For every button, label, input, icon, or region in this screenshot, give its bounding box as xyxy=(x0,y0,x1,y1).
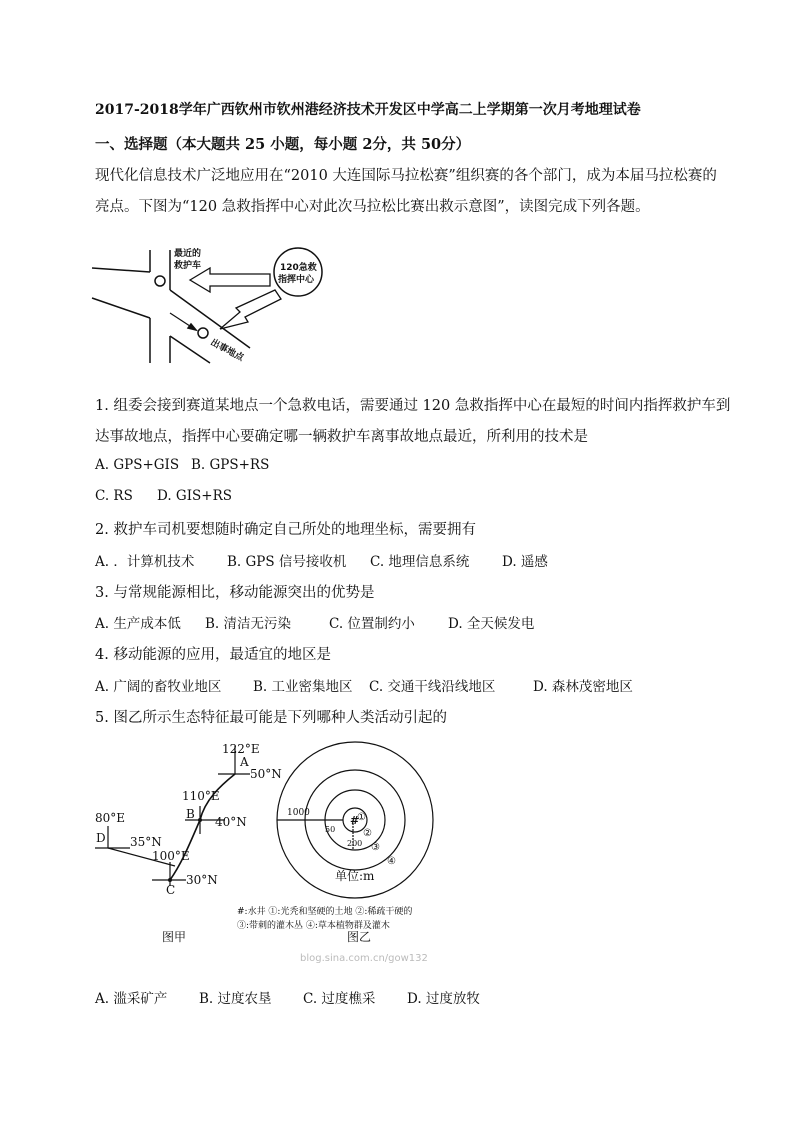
question-2-line-1: 2. 救护车司机要想随时确定自己所处的地理坐标，需要拥有 xyxy=(95,522,476,538)
question-1-options-row-1 xyxy=(95,457,269,473)
caption-jia: 图甲 xyxy=(162,930,187,944)
zone-3: ③ xyxy=(371,842,380,853)
option-2b[interactable]: B. GPS 信号接收机 xyxy=(227,554,347,570)
label-point-b: B xyxy=(186,807,195,821)
label-point-a: A xyxy=(240,755,249,769)
question-5-options xyxy=(95,987,480,1007)
option-1b[interactable]: B. GPS+RS xyxy=(191,457,270,473)
distance-1000: 1000 xyxy=(287,808,310,818)
center-label-2: 指挥中心 xyxy=(278,275,315,285)
dispatch-diagram xyxy=(90,238,340,368)
question-1-options-row-2 xyxy=(95,488,232,504)
option-2d[interactable]: D. 遥感 xyxy=(502,554,548,570)
intro-line-1: 现代化信息技术广泛地应用在“2010 大连国际马拉松赛”组织赛的各个部门，成为本届马拉松赛的 xyxy=(95,168,717,184)
question-4-line-1: 4. 移动能源的应用，最适宜的地区是 xyxy=(95,647,331,663)
legend-line-1: #:水井 ①:光秃和坚硬的土地 ②:稀疏干硬的 xyxy=(237,907,413,917)
ambulance-label-1: 最近的 xyxy=(174,249,202,259)
question-3-options xyxy=(95,612,534,632)
label-122e: 122°E xyxy=(222,742,260,756)
option-3d[interactable]: D. 全天候发电 xyxy=(448,616,535,632)
option-2a[interactable]: A. ．计算机技术 xyxy=(95,554,195,570)
label-point-c: C xyxy=(166,883,176,897)
option-5d[interactable]: D. 过度放牧 xyxy=(407,991,480,1007)
label-40n: 40°N xyxy=(215,815,247,829)
zone-4: ④ xyxy=(387,856,396,867)
option-3a[interactable]: A. 生产成本低 xyxy=(95,616,181,632)
label-35n: 35°N xyxy=(130,835,162,849)
option-5c[interactable]: C. 过度樵采 xyxy=(303,991,376,1007)
distance-50: 50 xyxy=(325,825,336,834)
label-100e: 100°E xyxy=(152,849,190,863)
option-1d[interactable]: D. GIS+RS xyxy=(157,488,233,504)
label-30n: 30°N xyxy=(186,873,218,887)
label-110e: 110°E xyxy=(182,789,220,803)
distance-200: 200 xyxy=(347,839,363,848)
unit-label: 单位:m xyxy=(335,869,375,883)
incident-label: 出事地点 xyxy=(208,337,246,364)
page-title: 2017-2018学年广西钦州市钦州港经济技术开发区中学高二上学期第一次月考地理试卷 xyxy=(95,102,641,118)
option-5b[interactable]: B. 过度农垦 xyxy=(199,991,272,1007)
option-4b[interactable]: B. 工业密集地区 xyxy=(253,679,353,695)
option-1c[interactable]: C. RS xyxy=(95,488,133,504)
section-heading: 一、选择题（本大题共 25 小题，每小题 2分，共 50分） xyxy=(95,136,471,153)
option-4a[interactable]: A. 广阔的畜牧业地区 xyxy=(95,679,222,695)
option-3b[interactable]: B. 清洁无污染 xyxy=(205,616,292,632)
zone-2: ② xyxy=(363,828,372,839)
question-1-line-1: 1. 组委会接到赛道某地点一个急救电话，需要通过 120 急救指挥中心在最短的时间内指挥救护车到 xyxy=(95,398,731,414)
watermark: blog.sina.com.cn/gow132 xyxy=(300,953,428,964)
caption-yi: 图乙 xyxy=(347,930,372,944)
option-4c[interactable]: C. 交通干线沿线地区 xyxy=(369,679,496,695)
label-point-d: D xyxy=(96,831,106,845)
intro-line-2: 亮点。下图为“120 急救指挥中心对此次马拉松比赛出救示意图”，读图完成下列各题。 xyxy=(95,199,650,215)
center-label-1: 120急救 xyxy=(280,263,317,273)
option-5a[interactable]: A. 滥采矿产 xyxy=(95,991,168,1007)
option-3c[interactable]: C. 位置制约小 xyxy=(329,616,415,632)
question-1-line-2: 达事故地点，指挥中心要确定哪一辆救护车离事故地点最近，所利用的技术是 xyxy=(95,429,588,445)
label-80e: 80°E xyxy=(95,811,126,825)
zone-1: ① xyxy=(357,812,366,823)
option-2c[interactable]: C. 地理信息系统 xyxy=(370,554,470,570)
question-2-options xyxy=(95,550,548,570)
question-5-line-1: 5. 图乙所示生态特征最可能是下列哪种人类活动引起的 xyxy=(95,710,447,726)
ambulance-label-2: 救护车 xyxy=(174,261,202,271)
legend-line-2: ③:带刺的灌木丛 ④:草本植物群及灌木 xyxy=(237,921,390,931)
question-4-options xyxy=(95,675,633,695)
option-1a[interactable]: A. GPS+GIS xyxy=(95,457,180,473)
well-mark: # xyxy=(350,814,360,827)
question-3-line-1: 3. 与常规能源相比，移动能源突出的优势是 xyxy=(95,585,375,601)
option-4d[interactable]: D. 森林茂密地区 xyxy=(533,679,633,695)
label-50n: 50°N xyxy=(250,767,282,781)
